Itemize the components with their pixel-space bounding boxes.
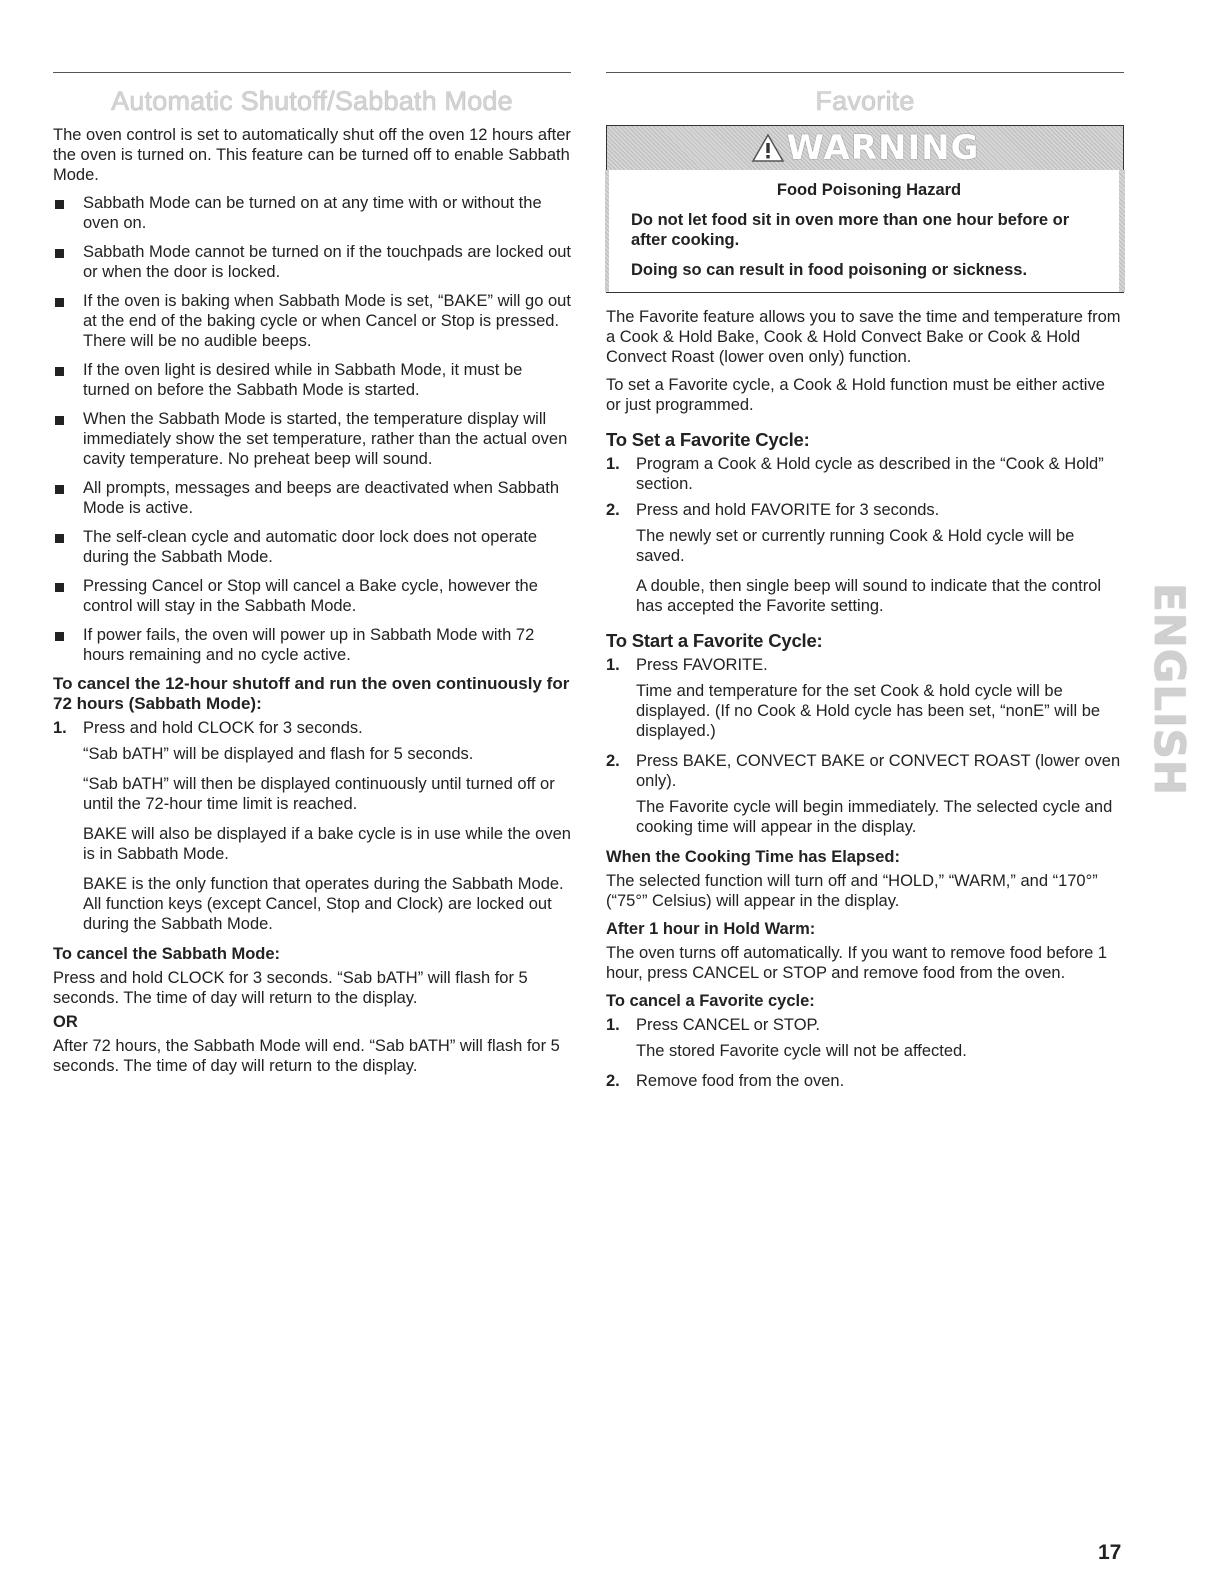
bullet-item: If power fails, the oven will power up in Sabbath Mode with 72 hours remaining and no cycle active. [53, 625, 571, 665]
sabbath-bullet-list [53, 193, 571, 665]
cancel-favorite-heading: To cancel a Favorite cycle: [606, 992, 815, 1010]
step-number: 2. [606, 501, 620, 519]
warning-word: WARNING [786, 128, 980, 168]
language-tab-label: ENGLISH [1145, 582, 1195, 796]
bullet-item: When the Sabbath Mode is started, the temperature display will immediately show the set temperature, rather than the actual oven cavity temperature. No preheat beep will sound. [53, 409, 571, 469]
set-step-2 [606, 500, 1124, 520]
bullet-item: The self-clean cycle and automatic door lock does not operate during the Sabbath Mode. [53, 527, 571, 567]
step-note: “Sab bATH” will then be displayed continuously until turned off or until the 72-hour time limit is reached. [83, 775, 555, 813]
cancel-step-2 [606, 1071, 1124, 1091]
right-column [606, 72, 1124, 1097]
step-number: 2. [606, 752, 620, 770]
after-72-text: After 72 hours, the Sabbath Mode will end. “Sab bATH” will flash for 5 seconds. The time of day will return to the display. [53, 1037, 560, 1075]
elapsed-heading: When the Cooking Time has Elapsed: [606, 848, 900, 866]
start-step-2 [606, 751, 1124, 791]
warning-box [606, 125, 1124, 293]
favorite-intro-2: To set a Favorite cycle, a Cook & Hold function must be either active or just programmed. [606, 376, 1105, 414]
step-text: Press CANCEL or STOP. [636, 1016, 821, 1034]
left-top-rule [53, 72, 571, 73]
cancel-sabbath-text: Press and hold CLOCK for 3 seconds. “Sab bATH” will flash for 5 seconds. The time of day will return to the display. [53, 969, 528, 1007]
step-text: Press and hold FAVORITE for 3 seconds. [636, 501, 940, 519]
step-note: A double, then single beep will sound to indicate that the control has accepted the Favorite setting. [636, 577, 1102, 615]
step-note: The newly set or currently running Cook & Hold cycle will be saved. [636, 527, 1075, 565]
step-text: Program a Cook & Hold cycle as described in the “Cook & Hold” section. [636, 455, 1104, 493]
cancel-step-1 [606, 1015, 1124, 1035]
cancel-shutoff-heading: To cancel the 12-hour shutoff and run the oven continuously for 72 hours (Sabbath Mode): [53, 674, 570, 713]
step-number: 1. [606, 455, 620, 473]
step-text: Press BAKE, CONVECT BAKE or CONVECT ROAST (lower oven only). [636, 752, 1121, 790]
warning-triangle-icon [751, 133, 785, 163]
page-number: 17 [1098, 1541, 1122, 1564]
bullet-item: If the oven is baking when Sabbath Mode is set, “BAKE” will go out at the end of the baking cycle or when Cancel or Stop is pressed. There will be no audible beeps. [53, 291, 571, 351]
left-column [53, 72, 571, 1084]
step-note: BAKE is the only function that operates during the Sabbath Mode. All function keys (except Cancel, Stop and Clock) are locked out during the Sabbath Mode. [83, 875, 564, 933]
set-step-1 [606, 454, 1124, 494]
elapsed-text: The selected function will turn off and “HOLD,” “WARM,” and “170°” (“75°” Celsius) will appear in the display. [606, 872, 1098, 910]
step-note: “Sab bATH” will be displayed and flash for 5 seconds. [83, 745, 474, 763]
warning-band [607, 126, 1123, 170]
bullet-item: Sabbath Mode can be turned on at any time with or without the oven on. [53, 193, 571, 233]
language-side-tab [1145, 568, 1195, 810]
step-text: Press FAVORITE. [636, 656, 768, 674]
step-number: 2. [606, 1072, 620, 1090]
start-step-1 [606, 655, 1124, 675]
step-number: 1. [606, 656, 620, 674]
bullet-item: If the oven light is desired while in Sabbath Mode, it must be turned on before the Sabbath Mode is started. [53, 360, 571, 400]
right-top-rule [606, 72, 1124, 73]
sabbath-step-1 [53, 718, 571, 738]
after-hour-text: The oven turns off automatically. If you want to remove food before 1 hour, press CANCEL or STOP and remove food from the oven. [606, 944, 1108, 982]
step-note: The Favorite cycle will begin immediately. The selected cycle and cooking time will appear in the display. [636, 798, 1113, 836]
step-note: Time and temperature for the set Cook & hold cycle will be displayed. (If no Cook & Hold cycle has been set, “nonE” will be displayed.) [636, 682, 1101, 740]
step-text: Remove food from the oven. [636, 1072, 845, 1090]
sabbath-section-title: Automatic Shutoff/Sabbath Mode [111, 86, 513, 116]
sabbath-intro: The oven control is set to automatically shut off the oven 12 hours after the oven is turned on. This feature can be turned off to enable Sabbath Mode. [53, 126, 571, 184]
start-favorite-heading: To Start a Favorite Cycle: [606, 630, 823, 651]
warning-title [751, 128, 980, 168]
step-number: 1. [53, 719, 67, 737]
step-note: The stored Favorite cycle will not be affected. [636, 1042, 967, 1060]
or-label: OR [53, 1013, 78, 1031]
bullet-item: Sabbath Mode cannot be turned on if the touchpads are locked out or when the door is locked. [53, 242, 571, 282]
bullet-item: Pressing Cancel or Stop will cancel a Bake cycle, however the control will stay in the Sabbath Mode. [53, 576, 571, 616]
step-note: BAKE will also be displayed if a bake cycle is in use while the oven is in Sabbath Mode. [83, 825, 571, 863]
step-text: Press and hold CLOCK for 3 seconds. [83, 719, 363, 737]
warning-hazard: Food Poisoning Hazard [776, 181, 962, 199]
bullet-item: All prompts, messages and beeps are deactivated when Sabbath Mode is active. [53, 478, 571, 518]
warning-body [607, 170, 1123, 292]
warning-line: Do not let food sit in oven more than one hour before or after cooking. [631, 211, 1070, 249]
cancel-sabbath-heading: To cancel the Sabbath Mode: [53, 945, 281, 963]
set-favorite-heading: To Set a Favorite Cycle: [606, 429, 810, 450]
favorite-intro: The Favorite feature allows you to save the time and temperature from a Cook & Hold Bake, Cook & Hold Convect Bake or Cook & Hold Convect Roast (lower oven only) function. [606, 308, 1121, 366]
favorite-section-title: Favorite [815, 86, 915, 116]
warning-line: Doing so can result in food poisoning or sickness. [631, 261, 1028, 279]
step-number: 1. [606, 1016, 620, 1034]
after-hour-heading: After 1 hour in Hold Warm: [606, 920, 816, 938]
